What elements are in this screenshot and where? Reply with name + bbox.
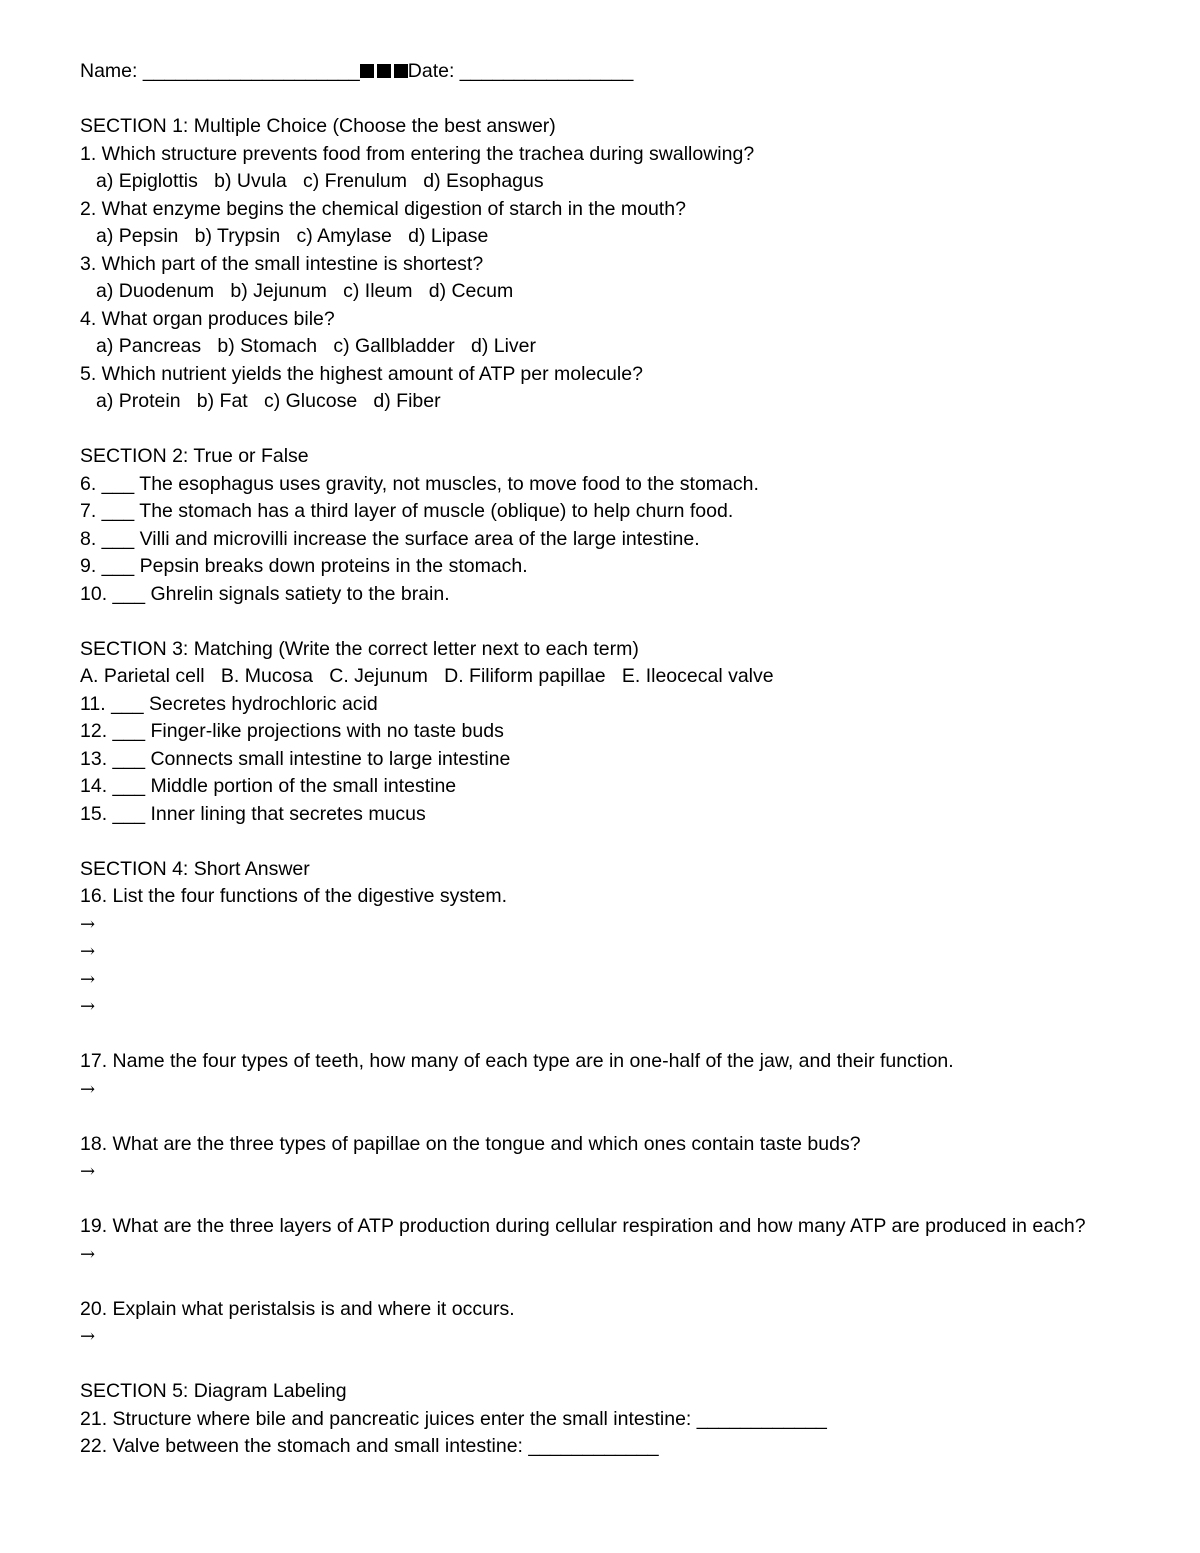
header-line — [80, 58, 1198, 86]
answer-arrow-icon: → — [80, 913, 96, 935]
section3-title: SECTION 3: Matching (Write the correct letter next to each term) — [80, 637, 639, 660]
spacer — [80, 608, 1198, 636]
question-2-options: a) Pepsin b) Trypsin c) Amylase d) Lipase — [96, 225, 489, 247]
matching-options: A. Parietal cell B. Mucosa C. Jejunum D. Filiform papillae E. Ileocecal valve — [80, 665, 774, 687]
separator-blocks-icon — [360, 64, 408, 78]
question-18: 18. What are the three types of papillae on the tongue and which ones contain taste buds? — [80, 1132, 861, 1155]
true-false-item: 6. ___ The esophagus uses gravity, not muscles, to move food to the stomach. — [80, 472, 759, 495]
question-5-options: a) Protein b) Fat c) Glucose d) Fiber — [96, 390, 441, 412]
true-false-item: 7. ___ The stomach has a third layer of muscle (oblique) to help churn food. — [80, 500, 734, 522]
question-1: 1. Which structure prevents food from entering the trachea during swallowing? — [80, 142, 755, 165]
matching-item: 13. ___ Connects small intestine to large intestine — [80, 747, 511, 770]
question-17: 17. Name the four types of teeth, how many of each type are in one-half of the jaw, and their function. — [80, 1050, 954, 1072]
section2-title: SECTION 2: True or False — [80, 445, 309, 467]
true-false-item: 8. ___ Villi and microvilli increase the surface area of the large intestine. — [80, 527, 700, 550]
question-2: 2. What enzyme begins the chemical digestion of starch in the mouth? — [80, 197, 686, 220]
date-field[interactable]: Date: ________________ — [407, 60, 634, 82]
spacer — [80, 1021, 1198, 1049]
spacer — [80, 1103, 1198, 1131]
answer-arrow-icon: → — [80, 968, 96, 990]
answer-arrow-icon: → — [80, 1326, 96, 1347]
section1-title: SECTION 1: Multiple Choice (Choose the best answer) — [80, 115, 556, 137]
spacer — [80, 86, 1198, 114]
spacer — [80, 1186, 1198, 1214]
labeling-item: 21. Structure where bile and pancreatic juices enter the small intestine: ____________ — [80, 1407, 827, 1430]
true-false-item: 9. ___ Pepsin breaks down proteins in the stomach. — [80, 555, 528, 577]
true-false-item: 10. ___ Ghrelin signals satiety to the brain. — [80, 582, 450, 605]
matching-item: 12. ___ Finger-like projections with no taste buds — [80, 720, 504, 742]
spacer — [80, 828, 1198, 856]
question-1-options: a) Epiglottis b) Uvula c) Frenulum d) Esophagus — [96, 170, 544, 192]
question-4: 4. What organ produces bile? — [80, 307, 335, 330]
matching-item: 11. ___ Secretes hydrochloric acid — [80, 692, 378, 715]
spacer — [80, 416, 1198, 444]
question-3: 3. Which part of the small intestine is shortest? — [80, 252, 484, 275]
labeling-item: 22. Valve between the stomach and small intestine: ____________ — [80, 1435, 659, 1457]
answer-arrow-icon: → — [80, 996, 96, 1017]
answer-arrow-icon: → — [80, 1078, 96, 1100]
worksheet — [80, 58, 1198, 1461]
section4-title: SECTION 4: Short Answer — [80, 857, 310, 880]
question-3-options: a) Duodenum b) Jejunum c) Ileum d) Cecum — [96, 280, 514, 302]
matching-item: 14. ___ Middle portion of the small intestine — [80, 775, 457, 797]
name-field[interactable]: Name: ____________________ — [80, 60, 360, 82]
question-5: 5. Which nutrient yields the highest amount of ATP per molecule? — [80, 362, 643, 385]
spacer — [80, 1351, 1198, 1379]
section5-title: SECTION 5: Diagram Labeling — [80, 1380, 347, 1402]
answer-arrow-icon: → — [80, 1161, 96, 1182]
answer-arrow-icon: → — [80, 1243, 96, 1265]
question-20: 20. Explain what peristalsis is and where it occurs. — [80, 1297, 515, 1320]
question-4-options: a) Pancreas b) Stomach c) Gallbladder d) Liver — [96, 335, 537, 357]
question-16: 16. List the four functions of the digestive system. — [80, 885, 508, 907]
answer-arrow-icon: → — [80, 941, 96, 962]
question-19: 19. What are the three layers of ATP production during cellular respiration and how many ATP are produced in each? — [80, 1215, 1086, 1237]
spacer — [80, 1268, 1198, 1296]
matching-item: 15. ___ Inner lining that secretes mucus — [80, 802, 426, 825]
